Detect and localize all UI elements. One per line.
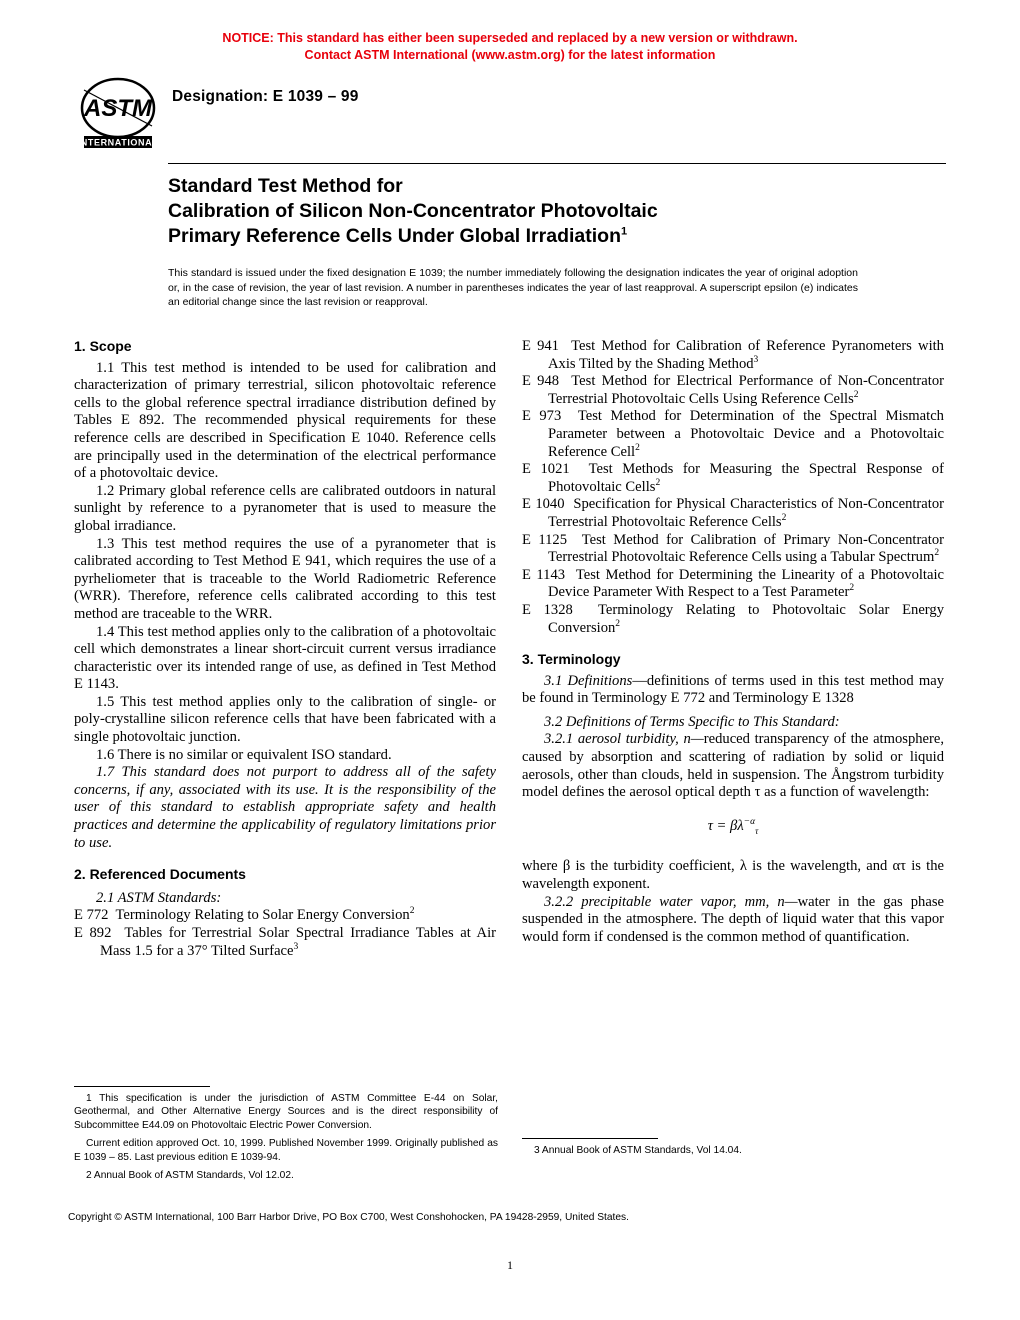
paragraph-1-2: 1.2 Primary global reference cells are calibrated outdoors in natural sunlight by reference to a pyranometer that is used to measure the global irradiance.: [74, 482, 496, 534]
reference-item: [522, 602, 944, 637]
reference-item: [74, 907, 496, 925]
reference-id: E 892: [74, 925, 112, 941]
reference-footnote-marker: 2: [853, 389, 859, 400]
reference-id: E 1328: [522, 601, 573, 618]
title-line-3: [168, 224, 958, 249]
reference-text: Tables for Terrestrial Solar Spectral Irradiance Tables at Air Mass 1.5 for a 37° Tilted Surface: [100, 925, 496, 959]
designation-label: Designation: E 1039 – 99: [172, 88, 359, 105]
reference-item: [522, 373, 944, 408]
svg-text:INTERNATIONAL: INTERNATIONAL: [78, 137, 159, 148]
page-title: [168, 174, 958, 249]
notice-line-1: NOTICE: This standard has either been superseded and replaced by a new version or withdrawn.: [222, 31, 798, 45]
left-column: [74, 338, 496, 960]
reference-text: Terminology Relating to Photovoltaic Solar Energy Conversion: [548, 601, 944, 636]
reference-id: E 948: [522, 373, 560, 390]
paragraph-1-1: 1.1 This test method is intended to be used for calibration and characterization of primary terrestrial, silicon photovoltaic reference cells to the global reference spectral irradiance distribution defined by Tables E 892. The recommended physical requirements for these reference cells are described in Specification E 1040. Reference cells are principally used in the determination of the electrical performance of a photovoltaic device.: [74, 359, 496, 482]
reference-footnote-marker: 2: [655, 477, 661, 488]
term-label-aerosol-turbidity: 3.2.1 aerosol turbidity, n—: [544, 731, 704, 748]
term-label-precipitable-water-vapor: 3.2.2 precipitable water vapor, mm, n—: [544, 893, 798, 910]
title-line-3-text: Primary Reference Cells Under Global Irradiation: [168, 225, 621, 247]
formula-definition-text: where β is the turbidity coefficient, λ is the wavelength, and ατ is the wavelength exponent.: [522, 858, 944, 892]
notice-line-2: Contact ASTM International (www.astm.org) for the latest information: [304, 48, 716, 62]
standard-issue-note: This standard is issued under the fixed designation E 1039; the number immediately following the designation indicates the year of original adoption or, in the case of revision, the year of last revision. A number in parentheses indicates the year of last reapproval. A superscript epsilon (e) indicates an editorial change since the last revision or reapproval.: [168, 267, 858, 308]
turbidity-formula: [522, 818, 944, 841]
reference-id: E 973: [522, 408, 562, 425]
reference-id: E 772: [74, 907, 109, 924]
reference-footnote-marker: 3: [293, 941, 299, 952]
reference-item: [522, 496, 944, 531]
reference-footnote-marker: 2: [409, 906, 415, 917]
paragraph-3-2-2: [522, 894, 944, 947]
title-divider: [168, 163, 946, 164]
subheading-astm-standards: 2.1 ASTM Standards:: [96, 889, 222, 906]
reference-text: Test Method for Calibration of Primary Non-Concentrator Terrestrial Photovoltaic Reference Cells using a Tabular Spectrum: [548, 531, 944, 566]
reference-footnote-marker: 2: [849, 583, 855, 594]
reference-item: [522, 567, 944, 602]
paragraph-1-4: 1.4 This test method applies only to the calibration of a photovoltaic cell which demonstrates a linear short-circuit current versus irradiance characteristic over its intended range of use, as defined in Test Method E 1143.: [74, 623, 496, 693]
section-heading-terminology: 3. Terminology: [522, 651, 621, 668]
paragraph-1-7: 1.7 This standard does not purport to address all of the safety concerns, if any, associated with its use. It is the responsibility of the user of this standard to establish appropriate safety and health practices and determine the applicability of regulatory limitations prior to use.: [74, 764, 496, 851]
reference-footnote-marker: 2: [934, 548, 940, 559]
paragraph-1-6: 1.6 There is no similar or equivalent ISO standard.: [96, 746, 392, 763]
reference-text: Test Method for Electrical Performance of Non-Concentrator Terrestrial Photovoltaic Cells Using Reference Cells: [548, 373, 944, 407]
footnote-2: 2 Annual Book of ASTM Standards, Vol 12.02.: [86, 1170, 294, 1182]
reference-footnote-marker: 2: [615, 618, 621, 629]
reference-id: E 1143: [522, 566, 566, 583]
section-heading-scope: 1. Scope: [74, 338, 132, 354]
paragraph-1-5: 1.5 This test method applies only to the calibration of single- or poly-crystalline silicon reference cells that have been fabricated with a single photovoltaic junction.: [74, 693, 496, 746]
reference-id: E 1040: [522, 496, 565, 513]
footnotes-right: [522, 1144, 946, 1162]
section-heading-referenced-documents: 2. Referenced Documents: [74, 866, 246, 883]
reference-text: Test Methods for Measuring the Spectral Response of Photovoltaic Cells: [548, 461, 944, 495]
title-line-1: Standard Test Method for: [168, 175, 403, 197]
reference-text: Test Method for Calibration of Reference Pyranometers with Axis Tilted by the Shading Method: [548, 338, 944, 372]
term-text-aerosol-turbidity: reduced transparency of the atmosphere, caused by absorption and scattering of radiation by solid or liquid aerosols, other than clouds, held in suspension. The Ångstrom turbidity model defines the aerosol optical depth τ as a function of wavelength:: [522, 731, 944, 801]
reference-item: [74, 925, 496, 960]
copyright-notice: Copyright © ASTM International, 100 Barr Harbor Drive, PO Box C700, West Conshohocken, PA 19428-2959, United States.: [68, 1212, 629, 1223]
astm-logo-icon: [78, 76, 164, 150]
footnotes-left: [74, 1092, 498, 1187]
paragraph-1-3: 1.3 This test method requires the use of a pyranometer that is calibrated according to Test Method E 941, which requires the use of a pyrheliometer that is traceable to the World Radiometric Reference (WRR). Therefore, reference cells calibrated according to this test method are traceable to the WRR.: [74, 535, 496, 622]
reference-id: E 1021: [522, 461, 570, 478]
title-footnote-marker: 1: [621, 225, 628, 238]
formula-exponent-subscript: τ: [755, 825, 759, 836]
reference-item: [522, 408, 944, 461]
paragraph-3-1: 3.1 Definitions—definitions of terms used in this test method may be found in Terminology E 772 and Terminology E 1328: [522, 672, 944, 707]
footnote-divider-left: [74, 1086, 210, 1087]
reference-text: Test Method for Determination of the Spectral Mismatch Parameter between a Photovoltaic Device and a Photovoltaic Reference Cell: [548, 408, 944, 460]
reference-text: Test Method for Determining the Linearity of a Photovoltaic Device Parameter With Respect to a Test Parameter: [548, 566, 944, 601]
reference-text: Specification for Physical Characteristics of Non-Concentrator Terrestrial Photovoltaic Reference Cells: [548, 496, 944, 530]
reference-item: [522, 338, 944, 373]
reference-footnote-marker: 3: [753, 354, 759, 365]
svg-text:ASTM: ASTM: [84, 95, 152, 122]
reference-id: E 1125: [522, 531, 568, 548]
withdrawn-notice: [0, 30, 1020, 64]
right-column: [522, 338, 944, 946]
reference-id: E 941: [522, 338, 559, 354]
footnote-current-edition: Current edition approved Oct. 10, 1999. Published November 1999. Originally published as E 1039 – 85. Last previous edition E 1039-94.: [74, 1138, 498, 1163]
title-line-2: Calibration of Silicon Non-Concentrator Photovoltaic: [168, 200, 658, 222]
term-text-precipitable-water-vapor: water in the gas phase suspended in the atmosphere. The depth of liquid water that this vapor would form if condensed is the common method of quantification.: [522, 893, 944, 945]
footnote-3: 3 Annual Book of ASTM Standards, Vol 14.04.: [534, 1145, 742, 1156]
reference-footnote-marker: 2: [781, 513, 787, 524]
page-number: 1: [507, 1258, 513, 1272]
definitions-label: 3.1 Definitions: [544, 672, 633, 689]
reference-footnote-marker: 2: [635, 442, 640, 453]
reference-item: [522, 461, 944, 496]
footnote-divider-right: [522, 1138, 658, 1139]
reference-text: Terminology Relating to Solar Energy Conversion: [115, 907, 410, 924]
subheading-definitions-specific: 3.2 Definitions of Terms Specific to This Standard:: [544, 713, 840, 730]
paragraph-3-2-1: [522, 731, 944, 801]
reference-item: [522, 532, 944, 567]
formula-body: τ = βλ: [707, 817, 744, 834]
formula-exponent: −α: [743, 816, 756, 827]
footnote-1: 1 This specification is under the jurisdiction of ASTM Committee E-44 on Solar, Geothermal, and Other Alternative Energy Sources and is the direct responsibility of Subcommittee E44.09 on Photovoltaic Electric Power Conversion.: [74, 1093, 498, 1131]
